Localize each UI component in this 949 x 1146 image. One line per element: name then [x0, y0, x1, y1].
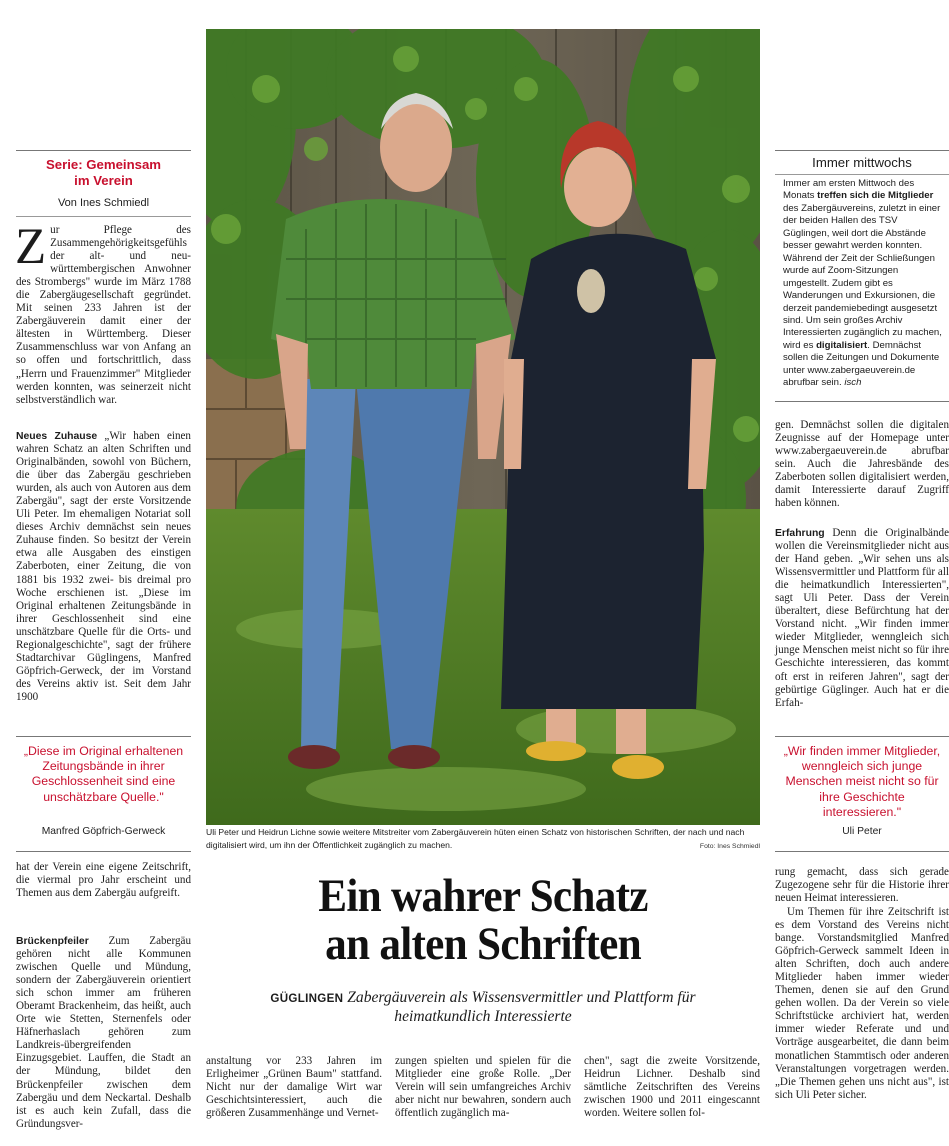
- top-rule-left: [16, 150, 191, 151]
- infobox-title: Immer mittwochs: [812, 155, 912, 170]
- infobox-text-2: des Zabergäuvereins, zuletzt in einer der beiden Hallen des TSV Güglingen, weil dort die Abstände besser gewahrt werden konnten. Während der Zeit der Schließungen wurde auf Zoom-Sitzungen umgestellt. Zudem gibt es Wanderungen und Exkursionen, die derzeit pandemiebedingt ausgesetzt sind. Um sein großes Archiv Interessierten zugänglich zu machen, wird es: [783, 202, 942, 351]
- photo-illustration: [206, 29, 760, 825]
- byline: Von Ines Schmiedl: [57, 197, 150, 209]
- infobox-text-1: Immer am ersten Mittwoch des Monats: [783, 178, 915, 202]
- series-title: [16, 157, 191, 189]
- pull-quote-left-author: Manfred Göpfrich-Gerweck: [41, 826, 166, 837]
- lead-neues-zuhause: Neues Zuhause: [16, 431, 98, 442]
- pull-quote-left: „Diese im Original erhaltenen Zeitungsbände in ihrer Geschlossenheit sind eine unschätzbare Quelle.": [23, 744, 184, 804]
- byline-rule: [16, 216, 191, 217]
- photo-credit: Foto: Ines Schmiedl: [699, 843, 760, 850]
- paragraph-digitale-zeugnisse: gen. Demnächst sollen die digitalen Zeugnisse auf der Homepage unter www.zabergaeuverein.de abrufbar sein. Auch die Jahresbände des Zaberboten sollen digitalisiert werden, damit Interessierte darauf Zugriff haben können.: [775, 419, 949, 510]
- drop-cap: Z: [15, 219, 47, 275]
- lead-erfahrung: Erfahrung: [775, 528, 825, 539]
- para-neues-zuhause: „Wir haben einen wahren Schatz an alten Schriften und Originalbänden, sowohl von Büchern, die über das Zabergäu geschrieben wurden, als auch von Autoren aus dem Zabergäu", sagt der erste Vorsitzende Uli Peter. Im ehemaligen Notariat soll dieses Archiv demnächst sein neues Zuhause finden. So besitzt der Verein etwa alle Ausgaben des einstigen Zaberboten, einer Zeitung, die von 1881 bis 1932 zwei- bis dreimal pro Woche erschienen ist. „Diese im Original erhaltenen Zeitungsbände in ihrer Geschlossenheit sind eine unschätzbare Quelle für die Orts- und Regionalgeschichte", sagt der frühere Stadtarchivar Güglingens, Manfred Göpfrich-Gerweck, der im Vorstand des Vereins aktiv ist. Seit dem Jahr 1900: [16, 430, 191, 703]
- subline: [206, 989, 760, 1026]
- paragraph-neues-zuhause: [16, 430, 191, 704]
- lead-brueckenpfeiler: Brückenpfeiler: [16, 936, 89, 947]
- subline-text-1: Zabergäuverein als Wissensvermittler und Plattform für: [347, 989, 696, 1006]
- intro-text: ur Pflege des Zusammengehörigkeitsgefühls der alt- und neu-württembergischen Anwohner des Strombergs" wurde im März 1788 die Zabergäugesellschaft gegründet. Mit seinen 233 Jahren ist der Zabergäuverein damit einer der ältesten in Württemberg. Dieser Zusammenschluss war von Anfang an so offen und fortschrittlich, dass „Herrn und Frauenzimmer" Mitglieder werden konnten, was seinerzeit nicht selbstverständlich war.: [16, 224, 191, 406]
- headline-line1: Ein wahrer Schatz: [318, 870, 648, 922]
- series-title-line2: im Verein: [74, 173, 133, 188]
- paragraph-zugezogene: rung gemacht, dass sich gerade Zugezogene sehr für die Historie ihrer neuen Heimat interessieren.: [775, 866, 949, 905]
- subline-text-2: heimatkundlich Interessierte: [394, 1008, 572, 1025]
- infobox-bold-1: treffen sich die Mitglieder: [817, 190, 934, 202]
- infobox-text-3: . Demnächst sollen die Zeitungen und Dokumente unter www.zabergaeuverein.de abrufbar sein.: [783, 339, 940, 389]
- intro-paragraph: [15, 219, 191, 407]
- quote-rule-bottom-right: [775, 851, 949, 852]
- dateline-place: GÜGLINGEN: [270, 992, 344, 1005]
- pull-quote-right-author: Uli Peter: [842, 826, 882, 837]
- infobox-signature: isch: [844, 377, 862, 389]
- quote-rule-top-right: [775, 736, 949, 737]
- infobox-rule-top: [775, 150, 949, 151]
- article-photo: [206, 29, 760, 825]
- bottom-column-3: chen", sagt die zweite Vorsitzende, Heidrun Lichner. Deshalb sind sämtliche Zeitschriften des Vereins zwischen 1900 und 2011 eingescannt worden. Weitere sollen fol-: [584, 1055, 760, 1120]
- para-brueckenpfeiler: Zum Zabergäu gehören nicht alle Kommunen zwischen Quelle und Mündung, sondern der Zabergäuverein orientiert sich schon immer am früheren Oberamt Brackenheim, das heißt, auch Orte wie Stetten, Sternenfels oder Häfnerhaslach gehören zum Landkreis-übergreifenden Einzugsgebiet. Lauffen, die Stadt an der Mündung, bildet den Brückenpfeiler zwischen dem Zabergäu und dem Neckartal. Deshalb ist es auch kein Zufall, dass die Gründungsver-: [16, 935, 191, 1130]
- quote-rule-top-left: [16, 736, 191, 737]
- headline: [228, 872, 738, 968]
- photo-caption: Uli Peter und Heidrun Lichne sowie weitere Mitstreiter vom Zabergäuverein hüten einen Schatz von historischen Schriften, der nach und nach digitalisiert wird, um ihn der Öffentlichkeit zugänglich zu machen.: [206, 827, 745, 850]
- infobox-bold-2: digitalisiert: [816, 339, 868, 351]
- quote-rule-bottom-left: [16, 851, 191, 852]
- paragraph-themen: Um Themen für ihre Zeitschrift ist es dem Vorstand des Vereins nicht bange. Vorstandsmitglied Manfred Göpfrich-Gerweck sammelt Ideen in alten Schriften, doch auch andere Mitglieder haben immer wieder Themen, denen sie auf den Grund gehen wollen. Da der Verein so viele Schriftstücke archiviert hat, werden immer wieder Referate und und Vorträge ausgearbeitet, die dann beim monatlichen Stammtisch oder anderen Veranstaltungen vorgetragen werden. „Die Themen gehen uns nicht aus", ist sich Uli Peter sicher.: [775, 906, 949, 1101]
- pull-quote-right: „Wir finden immer Mitglieder, wenngleich sich junge Menschen meist nicht so für ihre Geschichte interessieren.": [783, 744, 941, 819]
- series-title-line1: Serie: Gemeinsam: [45, 157, 162, 172]
- paragraph-erfahrung: [775, 527, 949, 710]
- infobox-text: [783, 178, 943, 390]
- bottom-column-1: anstaltung vor 233 Jahren im Erligheimer „Grünen Baum" stattfand. Nicht nur der damalige Wirt war Geschichtsinteressiert, auch die größeren Zusammenhänge und Vernet-: [206, 1055, 382, 1120]
- infobox-title-rule: [775, 174, 949, 175]
- headline-line2: an alten Schriften: [325, 918, 641, 970]
- paragraph-brueckenpfeiler: [16, 935, 191, 1131]
- paragraph-zeitschrift: hat der Verein eine eigene Zeitschrift, die viermal pro Jahr erscheint und Themen aus dem Zabergäu aufgreift.: [16, 861, 191, 900]
- bottom-column-2: zungen spielten und spielen für die Mitglieder eine große Rolle. „Der Verein will sein umfangreiches Archiv aber nicht nur bewahren, sondern auch öffentlich zugänglich ma-: [395, 1055, 571, 1120]
- infobox-rule-bottom: [775, 401, 949, 402]
- para-erfahrung: Denn die Originalbände wollen die Vereinsmitglieder nicht aus der Hand geben. „Wir sehen uns als Wissensvermittler und Plattform für all die heimatkundlich Interessierten", sagt Uli Peter. Dass der Verein überaltert, diese Befürchtung hat der Vorstand nicht. „Wir finden immer wieder Mitglieder, wenngleich sich junge Menschen meist nicht so für ihre Geschichte interessieren, das kommt oft erst in reiferen Jahren", sagt der gebürtige Güglinger. Auch hat er die Erfah-: [775, 527, 949, 709]
